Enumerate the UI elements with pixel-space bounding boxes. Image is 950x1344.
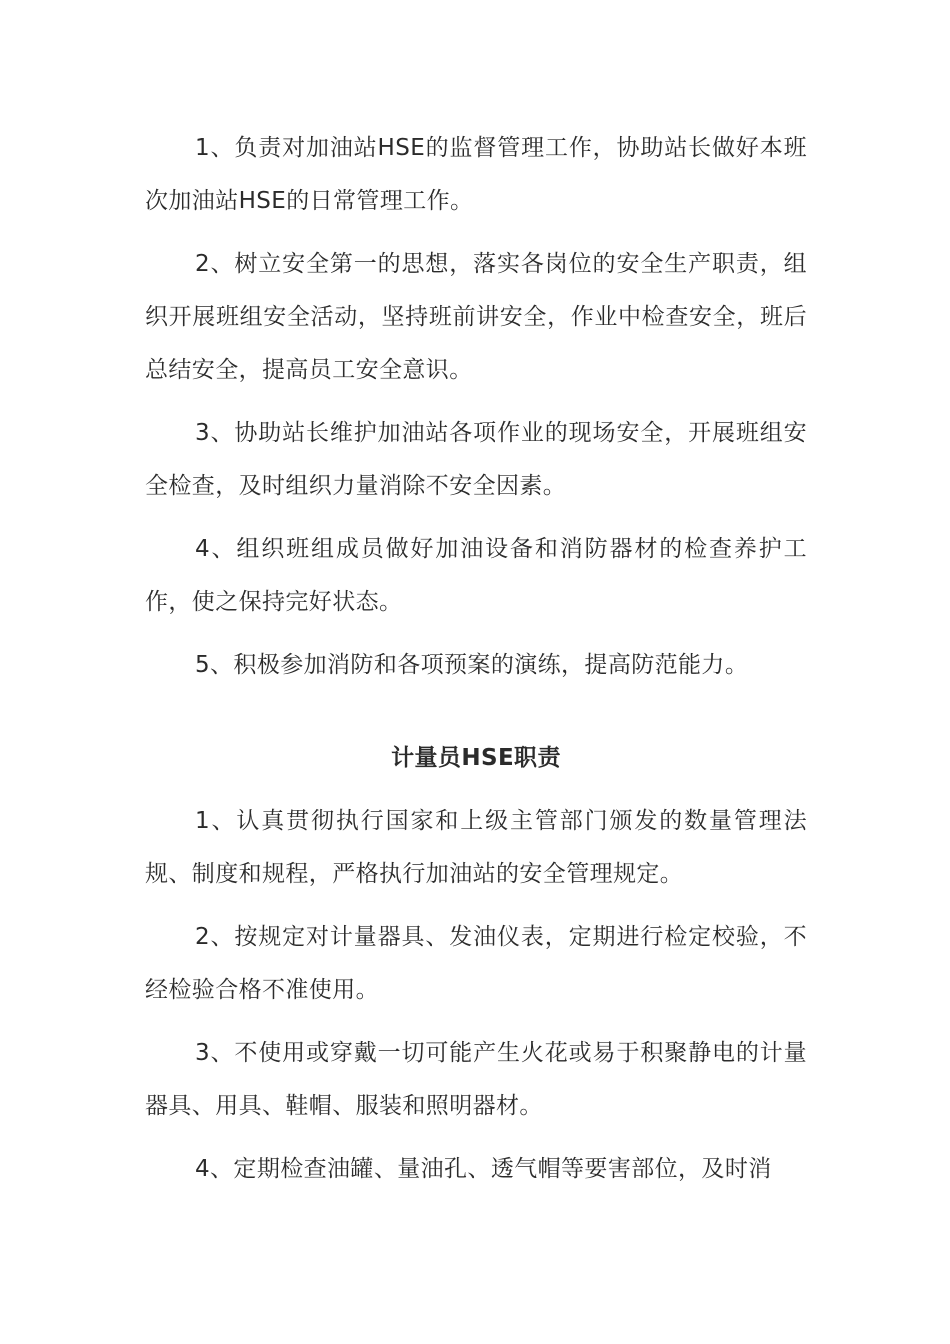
section-heading: 计量员HSE职责 [391, 745, 561, 771]
metering-paragraph-1: 1、认真贯彻执行国家和上级主管部门颁发的数量管理法规、制度和规程，严格执行加油站的安全管理规定。 [145, 808, 807, 887]
document-page [145, 122, 807, 1206]
metering-paragraph-2: 2、按规定对计量器具、发油仪表，定期进行检定校验，不经检验合格不准使用。 [145, 924, 807, 1003]
paragraph-2: 2、树立安全第一的思想，落实各岗位的安全生产职责，组织开展班组安全活动，坚持班前讲安全，作业中检查安全，班后总结安全，提高员工安全意识。 [145, 251, 807, 383]
paragraph-3: 3、协助站长维护加油站各项作业的现场安全，开展班组安全检查，及时组织力量消除不安全因素。 [145, 420, 807, 499]
paragraph-1: 1、负责对加油站HSE的监督管理工作，协助站长做好本班次加油站HSE的日常管理工作。 [145, 135, 807, 214]
paragraph-5: 5、积极参加消防和各项预案的演练，提高防范能力。 [195, 652, 749, 678]
metering-paragraph-3: 3、不使用或穿戴一切可能产生火花或易于积聚静电的计量器具、用具、鞋帽、服装和照明器材。 [145, 1040, 807, 1119]
metering-paragraph-4: 4、定期检查油罐、量油孔、透气帽等要害部位，及时消 [195, 1156, 772, 1182]
paragraph-4: 4、组织班组成员做好加油设备和消防器材的检查养护工作，使之保持完好状态。 [145, 536, 807, 615]
